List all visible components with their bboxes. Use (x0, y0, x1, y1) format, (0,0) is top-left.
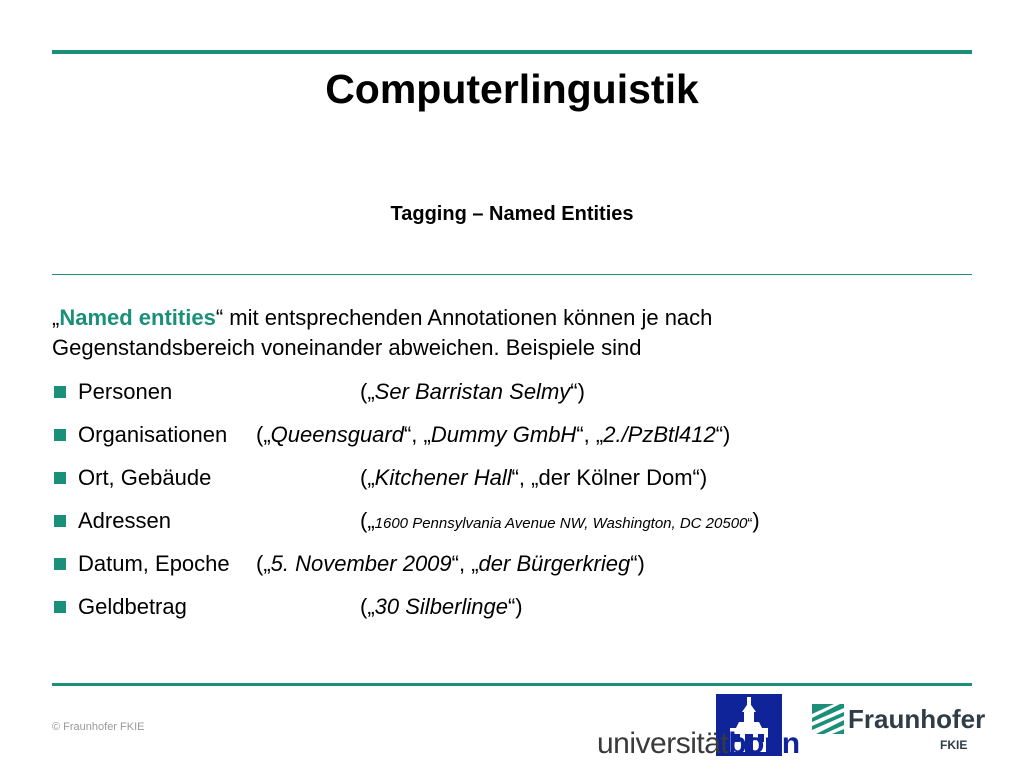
item-label: Adressen (78, 508, 171, 533)
intro-line1-rest: “ mit entsprechenden Annotationen können je nach (215, 305, 713, 330)
example-term: 5. November 2009 (270, 551, 452, 576)
square-bullet-icon (54, 429, 66, 441)
example-punctuation: („ (360, 465, 375, 490)
list-item (52, 549, 972, 579)
example-punctuation: “) (715, 422, 731, 447)
example-punctuation: ) (752, 508, 760, 533)
example-punctuation: “) (630, 551, 645, 576)
example-punctuation: “, „der Kölner Dom“) (511, 465, 708, 490)
square-bullet-icon (54, 515, 66, 527)
item-example (360, 463, 707, 493)
example-term: Dummy GmbH (430, 422, 577, 447)
list-item (52, 592, 972, 622)
example-term: der Bürgerkrieg (478, 551, 631, 576)
intro-highlight: Named entities (59, 305, 216, 330)
copyright: © Fraunhofer FKIE (52, 721, 145, 733)
university-bonn-wordmark (597, 727, 800, 761)
middle-rule (52, 274, 972, 275)
item-label: Datum, Epoche (78, 551, 230, 576)
fraunhofer-wordmark: Fraunhofer (848, 704, 986, 734)
page-title: Computerlinguistik (325, 66, 699, 112)
example-punctuation: “, „ (403, 422, 431, 447)
example-punctuation: („ (256, 422, 271, 447)
fraunhofer-stripes-logo (812, 704, 844, 734)
list-item (52, 377, 972, 407)
square-bullet-icon (54, 472, 66, 484)
item-label: Ort, Gebäude (78, 465, 212, 490)
item-example (360, 506, 760, 539)
example-term: 1600 Pennsylvania Avenue NW, Washington, DC 20500 (374, 515, 748, 532)
intro-quote-open: „ (52, 305, 60, 330)
example-punctuation: “ (747, 515, 753, 532)
example-term: 30 Silberlinge (374, 594, 508, 619)
example-term: Queensguard (270, 422, 404, 447)
item-example (256, 420, 730, 450)
list-item (52, 420, 972, 450)
example-term: Ser Barristan Selmy (374, 379, 571, 404)
uni-wordmark-prefix: universität (597, 727, 729, 760)
item-example (256, 549, 645, 579)
square-bullet-icon (54, 601, 66, 613)
square-bullet-icon (54, 386, 66, 398)
item-example (360, 377, 585, 407)
bottom-rule (52, 683, 972, 686)
example-punctuation: („ (360, 508, 375, 533)
example-punctuation: “, „ (451, 551, 479, 576)
intro-paragraph (52, 303, 952, 363)
top-rule (52, 50, 972, 54)
example-punctuation: („ (360, 379, 375, 404)
square-bullet-icon (54, 558, 66, 570)
intro-line2: Gegenstandsbereich voneinander abweichen. Beispiele sind (52, 335, 642, 360)
example-punctuation: “) (570, 379, 585, 404)
example-punctuation: “) (507, 594, 523, 619)
example-term: 2./PzBtl412 (603, 422, 716, 447)
list-item (52, 506, 972, 536)
item-label: Organisationen (78, 422, 228, 447)
item-label: Personen (78, 379, 173, 404)
fraunhofer-subtitle: FKIE (940, 738, 968, 752)
example-punctuation: “, „ (576, 422, 604, 447)
item-label: Geldbetrag (78, 594, 187, 619)
list-item (52, 463, 972, 493)
example-term: Kitchener Hall (374, 465, 512, 490)
item-example (360, 592, 523, 622)
uni-wordmark-bonn: bonn (728, 727, 800, 760)
example-punctuation: („ (256, 551, 271, 576)
example-punctuation: („ (360, 594, 375, 619)
page-subtitle: Tagging – Named Entities (390, 203, 634, 225)
